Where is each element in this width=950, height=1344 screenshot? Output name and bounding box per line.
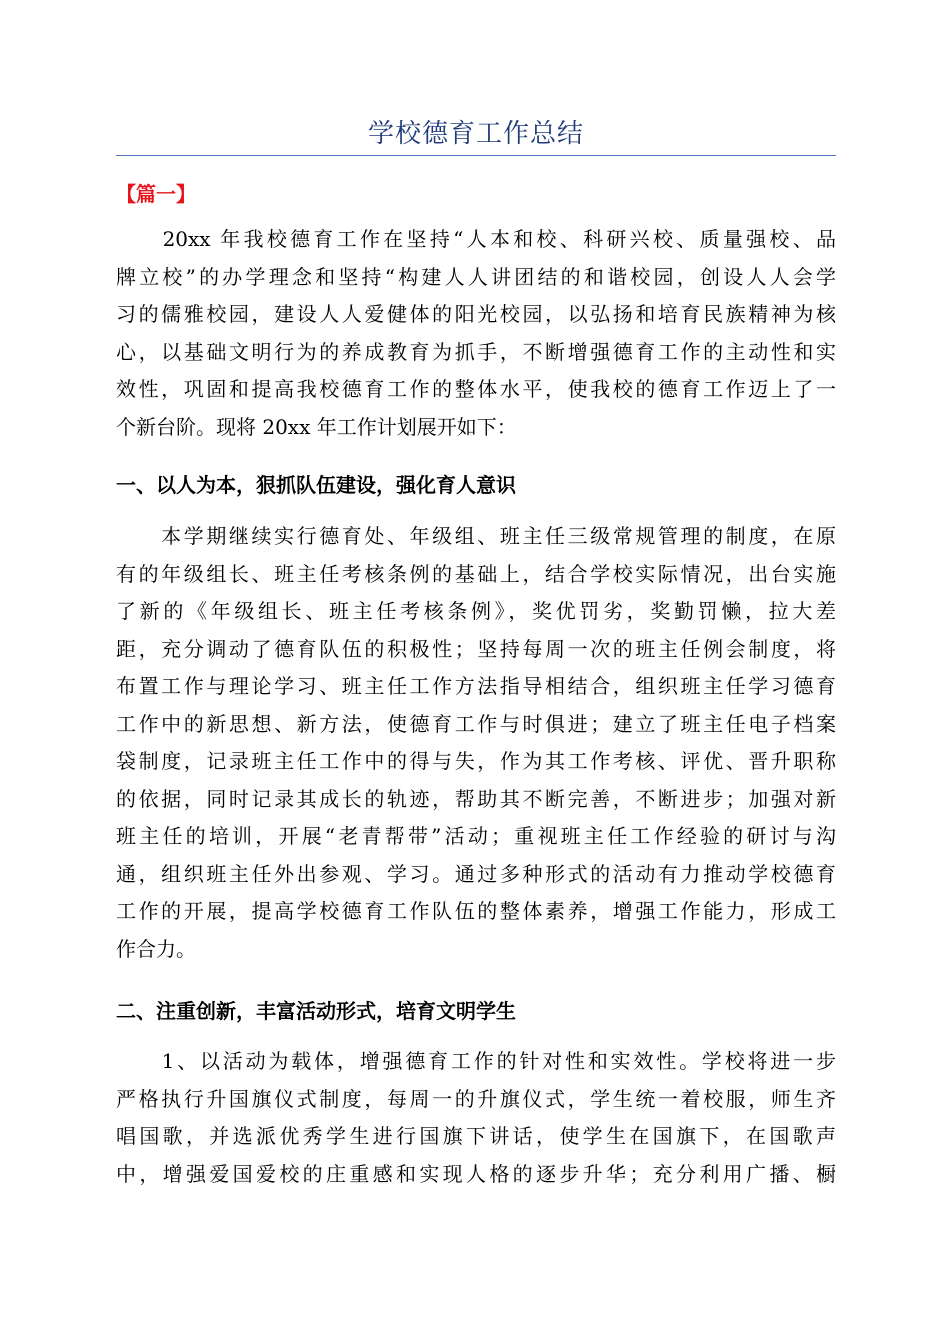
- section-heading-2: 二、注重创新，丰富活动形式，培育文明学生: [116, 999, 516, 1023]
- section-marker: 【篇一】: [116, 182, 196, 206]
- title-underline-rule: [116, 155, 836, 156]
- paragraph-line: 个新台阶。现将 20xx 年工作计划展开如下：: [116, 414, 517, 439]
- paragraph-line: 心，以基础文明行为的养成教育为抓手，不断增强德育工作的主动性和实: [116, 339, 836, 364]
- paragraph-line: 袋制度，记录班主任工作中的得与失，作为其工作考核、评优、晋升职称: [116, 749, 836, 773]
- paragraph-line: 习的儒雅校园，建设人人爱健体的阳光校园，以弘扬和培育民族精神为核: [116, 302, 836, 326]
- paragraph-line: 了新的《年级组长、班主任考核条例》，奖优罚劣，奖勤罚懒，拉大差: [116, 599, 836, 623]
- paragraph-line: 作合力。: [116, 936, 196, 961]
- section2-paragraph: [116, 1043, 836, 1193]
- paragraph-line: 工作中的新思想、新方法，使德育工作与时俱进；建立了班主任电子档案: [116, 711, 836, 736]
- paragraph-line: 距，充分调动了德育队伍的积极性；坚持每周一次的班主任例会制度，将: [116, 636, 836, 661]
- paragraph-line: 1、以活动为载体，增强德育工作的针对性和实效性。学校将进一步: [116, 1049, 836, 1073]
- paragraph-line: 班主任的培训，开展“老青帮带”活动；重视班主任工作经验的研讨与沟: [116, 824, 836, 848]
- paragraph-line: 严格执行升国旗仪式制度，每周一的升旗仪式，学生统一着校服，师生齐: [116, 1086, 836, 1111]
- intro-paragraph: [116, 221, 836, 446]
- paragraph-line: 效性，巩固和提高我校德育工作的整体水平，使我校的德育工作迈上了一: [116, 377, 836, 401]
- section1-paragraph: [116, 518, 836, 968]
- paragraph-line: 牌立校”的办学理念和坚持“构建人人讲团结的和谐校园，创设人人会学: [116, 264, 836, 289]
- paragraph-line: 20xx 年我校德育工作在坚持“人本和校、科研兴校、质量强校、品: [116, 227, 836, 251]
- paragraph-line: 有的年级组长、班主任考核条例的基础上，结合学校实际情况，出台实施: [116, 561, 836, 586]
- paragraph-line: 布置工作与理论学习、班主任工作方法指导相结合，组织班主任学习德育: [116, 674, 836, 698]
- document-title: 学校德育工作总结: [367, 119, 584, 149]
- paragraph-line: 中，增强爱国爱校的庄重感和实现人格的逐步升华；充分利用广播、橱: [116, 1161, 836, 1186]
- paragraph-line: 唱国歌，并选派优秀学生进行国旗下讲话，使学生在国旗下，在国歌声: [116, 1124, 836, 1148]
- paragraph-line: 的依据，同时记录其成长的轨迹，帮助其不断完善，不断进步；加强对新: [116, 786, 836, 811]
- paragraph-line: 本学期继续实行德育处、年级组、班主任三级常规管理的制度，在原: [116, 524, 836, 548]
- paragraph-line: 通，组织班主任外出参观、学习。通过多种形式的活动有力推动学校德育: [116, 861, 836, 886]
- section-heading-1: 一、以人为本，狠抓队伍建设，强化育人意识: [116, 473, 516, 497]
- paragraph-line: 工作的开展，提高学校德育工作队伍的整体素养，增强工作能力，形成工: [116, 899, 836, 923]
